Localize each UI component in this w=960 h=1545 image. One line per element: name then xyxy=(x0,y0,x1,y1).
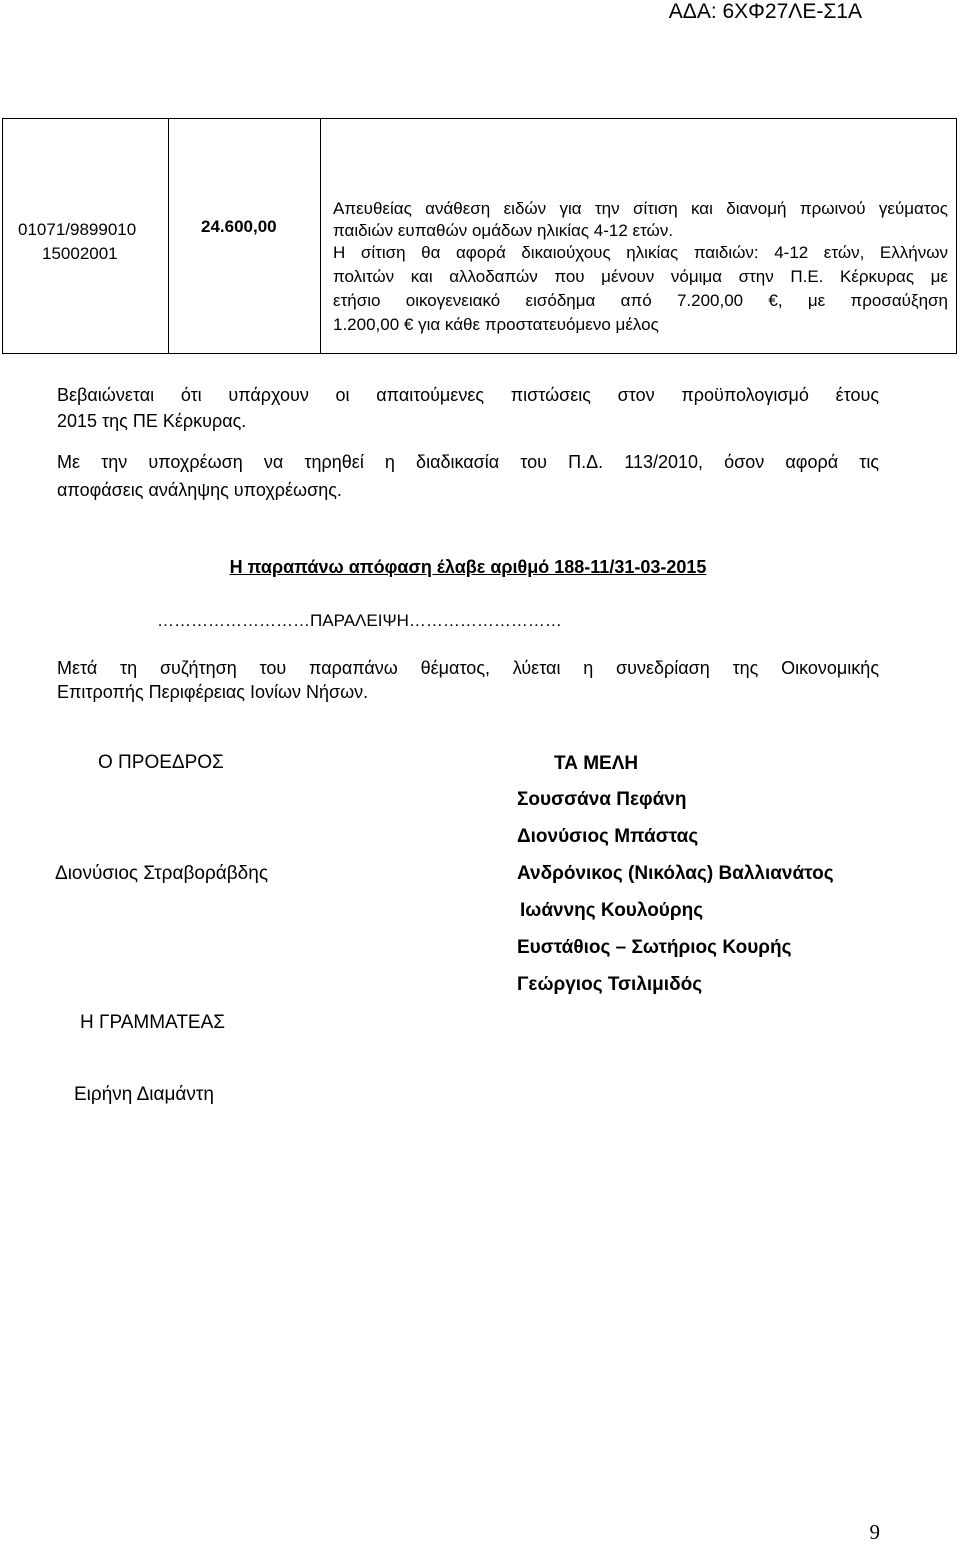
members-title: ΤΑ ΜΕΛΗ xyxy=(554,753,639,774)
member-name: Σουσσάνα Πεφάνη xyxy=(517,789,687,810)
decision-title: Η παραπάνω απόφαση έλαβε αριθμό 188-11/31-03-2015 xyxy=(229,557,707,577)
description-line: πολιτών και αλλοδαπών που μένουν νόμιμα στην Π.Ε. Κέρκυρας με xyxy=(333,267,948,286)
closing-text: Επιτροπής Περιφέρειας Ιονίων Νήσων. xyxy=(57,682,369,702)
table-divider xyxy=(320,119,321,353)
ada-code: ΑΔΑ: 6ΧΦ27ΛΕ-Σ1Α xyxy=(668,0,862,23)
description-line: Η σίτιση θα αφορά δικαιούχους ηλικίας παιδιών: 4-12 ετών, Ελλήνων xyxy=(333,243,948,262)
member-name: Γεώργιος Τσιλιμιδός xyxy=(517,974,703,995)
president-title: Ο ΠΡΟΕΔΡΟΣ xyxy=(98,752,224,773)
page-number: 9 xyxy=(869,1520,880,1544)
secretary-title: Η ΓΡΑΜΜΑΤΕΑΣ xyxy=(80,1012,226,1033)
description-line: παιδιών ευπαθών ομάδων ηλικίας 4-12 ετών. xyxy=(333,221,674,240)
description-line: ετήσιο οικογενειακό εισόδημα από 7.200,00 €, με προσαύξηση xyxy=(333,291,948,310)
member-name: Ευστάθιος – Σωτήριος Κουρής xyxy=(517,937,792,958)
secretary-name: Ειρήνη Διαμάντη xyxy=(74,1084,214,1105)
omission-marker: ………………………ΠΑΡΑΛΕΙΨΗ……………………… xyxy=(157,611,562,630)
budget-amount: 24.600,00 xyxy=(201,217,277,236)
certification-text: Βεβαιώνεται ότι υπάρχουν οι απαιτούμενες πιστώσεις στον προϋπολογισμό έτους xyxy=(57,385,879,405)
certification-text: 2015 της ΠΕ Κέρκυρας. xyxy=(57,411,247,431)
description-line: Απευθείας ανάθεση ειδών για την σίτιση και διανομή πρωινού γεύματος xyxy=(333,199,948,218)
budget-code: 01071/9899010 xyxy=(18,220,137,239)
member-name: Διονύσιος Μπάστας xyxy=(517,826,699,847)
description-line: 1.200,00 € για κάθε προστατευόμενο μέλος xyxy=(333,315,659,334)
obligation-text: Με την υποχρέωση να τηρηθεί η διαδικασία του Π.Δ. 113/2010, όσον αφορά τις xyxy=(57,452,879,472)
member-name: Ανδρόνικος (Νικόλας) Βαλλιανάτος xyxy=(517,863,834,884)
table-divider xyxy=(168,119,169,353)
member-name: Ιωάννης Κουλούρης xyxy=(520,900,704,921)
closing-text: Μετά τη συζήτηση του παραπάνω θέματος, λύεται η συνεδρίαση της Οικονομικής xyxy=(57,658,879,678)
budget-code-continued: 15002001 xyxy=(42,244,118,263)
obligation-text: αποφάσεις ανάληψης υποχρέωσης. xyxy=(57,480,342,500)
president-name: Διονύσιος Στραβοράβδης xyxy=(55,863,268,884)
